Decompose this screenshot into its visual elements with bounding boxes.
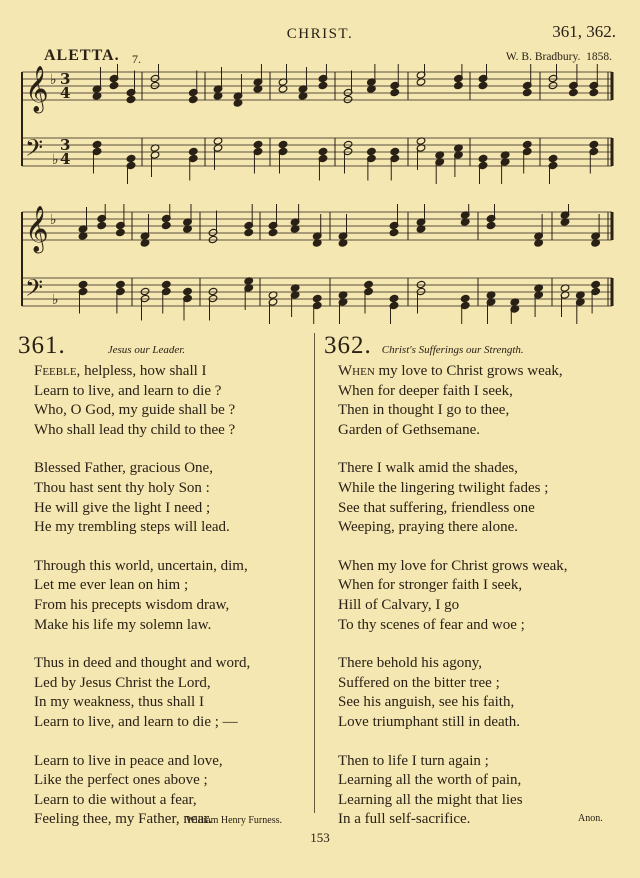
note-head — [318, 147, 328, 155]
flat-sign-icon: ♭ — [50, 72, 57, 88]
verse-line: Blessed Father, gracious One, — [34, 460, 213, 477]
note-head — [183, 287, 193, 295]
verse-line: Learn to live, and learn to die ? — [34, 382, 222, 399]
note-head — [367, 147, 377, 155]
note-head — [161, 221, 171, 229]
note-head — [478, 81, 488, 89]
hymn-361-subtitle: Jesus our Leader. — [107, 344, 186, 356]
note-head — [312, 294, 322, 302]
verse-line: Weeping, praying there alone. — [338, 519, 518, 536]
flat-sign-icon: ♭ — [52, 292, 59, 308]
note-head — [589, 140, 599, 148]
verse-line: Thus in deed and thought and word, — [34, 655, 251, 672]
verse-line: To thy scenes of fear and woe ; — [338, 616, 525, 633]
hymn-361-author: William Henry Furness. — [186, 815, 282, 826]
stanza — [338, 459, 568, 537]
stanza — [338, 752, 568, 830]
tune-meter: 7. — [132, 52, 141, 66]
note-head — [390, 147, 400, 155]
note-head — [268, 228, 278, 236]
stanza — [338, 362, 568, 440]
verse-line: Hill of Calvary, I go — [338, 596, 460, 613]
stanza — [34, 362, 250, 440]
verse-line: Feeling thee, my Father, near. — [34, 811, 213, 828]
note-head — [140, 287, 150, 295]
verse-line: Suffered on the bitter tree ; — [338, 674, 500, 691]
note-head — [150, 81, 160, 89]
note-head — [126, 154, 136, 162]
note-head — [126, 95, 136, 103]
note-head — [278, 140, 288, 148]
hymn-362-heading — [324, 332, 524, 360]
tune-composer — [506, 51, 612, 63]
verse-line: There I walk amid the shades, — [338, 460, 518, 477]
verse-line: There behold his agony, — [338, 655, 482, 672]
page-header-hymn-numbers: 361, 362. — [552, 22, 616, 41]
page-number: 153 — [310, 830, 330, 845]
page-header-title: CHRIST. — [286, 26, 354, 42]
verse-line: Like the perfect ones above ; — [34, 772, 208, 789]
tune-name: ALETTA. — [44, 47, 120, 64]
verse-line: Feeble, helpless, how shall I — [34, 363, 207, 379]
note-head — [109, 81, 119, 89]
drop-word: Feeble, — [34, 363, 81, 379]
verse-line: He will give the light I need ; — [34, 499, 211, 516]
note-head — [416, 280, 426, 288]
verse-line: Through this world, uncertain, dim, — [34, 557, 248, 574]
composer-name: W. B. Bradbury. — [505, 51, 581, 63]
verse-line: Let me ever lean on him ; — [34, 577, 189, 594]
flat-sign-icon: ♭ — [50, 212, 57, 228]
note-head — [460, 294, 470, 302]
note-head — [548, 154, 558, 162]
note-head — [161, 280, 171, 288]
verse-line: Learn to live, and learn to die ; — — [34, 713, 238, 730]
note-head — [486, 221, 496, 229]
note-head — [116, 228, 126, 236]
note-head — [92, 140, 102, 148]
hymn-361-number: 361. — [18, 332, 66, 359]
note-head — [454, 81, 464, 89]
stanza — [34, 557, 250, 635]
verse-line: Learn to live in peace and love, — [34, 752, 223, 769]
note-head — [97, 221, 107, 229]
hymn-362-author: Anon. — [578, 813, 603, 824]
note-head — [389, 294, 399, 302]
verse-line: Learning all the worth of pain, — [338, 772, 522, 789]
stanza — [34, 459, 250, 537]
note-head — [591, 280, 601, 288]
note-head — [208, 287, 218, 295]
note-head — [569, 88, 579, 96]
hymn-361-heading — [18, 332, 185, 360]
verse-line: When my love for Christ grows weak, — [338, 557, 568, 574]
hymn-362-number: 362. — [324, 332, 372, 359]
verse-line: Who, O God, my guide shall be ? — [34, 402, 236, 419]
note-head — [208, 235, 218, 243]
note-head — [522, 88, 532, 96]
verse-line: Then to life I turn again ; — [338, 752, 489, 769]
note-head — [364, 280, 374, 288]
verse-line: In my weakness, thus shall I — [34, 694, 204, 711]
verse-line: Led by Jesus Christ the Lord, — [34, 674, 211, 691]
music-system-1 — [0, 64, 640, 184]
treble-clef-icon: 𝄞 — [25, 66, 49, 112]
bass-clef-icon: 𝄢 — [25, 134, 44, 167]
note-head — [343, 95, 353, 103]
treble-clef-icon: 𝄞 — [25, 206, 49, 252]
stanza — [338, 654, 568, 732]
verse-line: When my love to Christ grows weak, — [338, 363, 563, 379]
verse-line: Who shall lead thy child to thee ? — [34, 421, 236, 438]
column-divider — [314, 333, 315, 813]
verse-line: Then in thought I go to thee, — [338, 402, 510, 419]
verse-line: From his precepts wisdom draw, — [34, 596, 230, 613]
verse-line: See that suffering, friendless one — [338, 499, 535, 516]
verse-line: Learning all the might that lies — [338, 791, 523, 808]
note-head — [188, 95, 198, 103]
time-signature-icon: 4 — [60, 84, 71, 102]
flat-sign-icon: ♭ — [52, 152, 59, 168]
note-head — [548, 81, 558, 89]
note-head — [318, 81, 328, 89]
note-head — [390, 88, 400, 96]
note-head — [589, 88, 599, 96]
verse-line: In a full self-sacrifice. — [338, 811, 471, 828]
note-head — [78, 280, 88, 288]
verse-line: When for deeper faith I seek, — [338, 382, 513, 399]
note-head — [116, 280, 126, 288]
note-head — [188, 147, 198, 155]
note-head — [478, 154, 488, 162]
verse-line: Garden of Gethsemane. — [338, 421, 481, 438]
time-signature-icon: 3 — [60, 70, 71, 88]
composer-year: 1858. — [586, 51, 612, 63]
verse-line: Learn to die without a fear, — [34, 791, 197, 808]
verse-line: Love triumphant still in death. — [338, 713, 521, 730]
stanza — [338, 557, 568, 635]
verse-line: While the lingering twilight fades ; — [338, 479, 549, 496]
stanza — [34, 654, 250, 732]
note-head — [253, 140, 263, 148]
time-signature-icon: 4 — [60, 150, 71, 168]
hymn-362-subtitle: Christ's Sufferings our Strength. — [381, 344, 524, 356]
note-head — [244, 228, 254, 236]
time-signature-icon: 3 — [60, 136, 71, 154]
verse-line: Thou hast sent thy holy Son : — [34, 479, 210, 496]
note-head — [343, 140, 353, 148]
hymn-362-verses — [338, 362, 568, 830]
drop-word: When — [338, 363, 375, 379]
verse-line: He my trembling steps will lead. — [34, 519, 230, 536]
hymn-361-verses — [34, 362, 250, 830]
note-head — [389, 228, 399, 236]
verse-line: See his anguish, see his faith, — [338, 694, 515, 711]
verse-line: When for stronger faith I seek, — [338, 577, 523, 594]
verse-line: Make his life my solemn law. — [34, 616, 212, 633]
music-system-2 — [0, 204, 640, 324]
bass-clef-icon: 𝄢 — [25, 274, 44, 307]
note-head — [522, 140, 532, 148]
